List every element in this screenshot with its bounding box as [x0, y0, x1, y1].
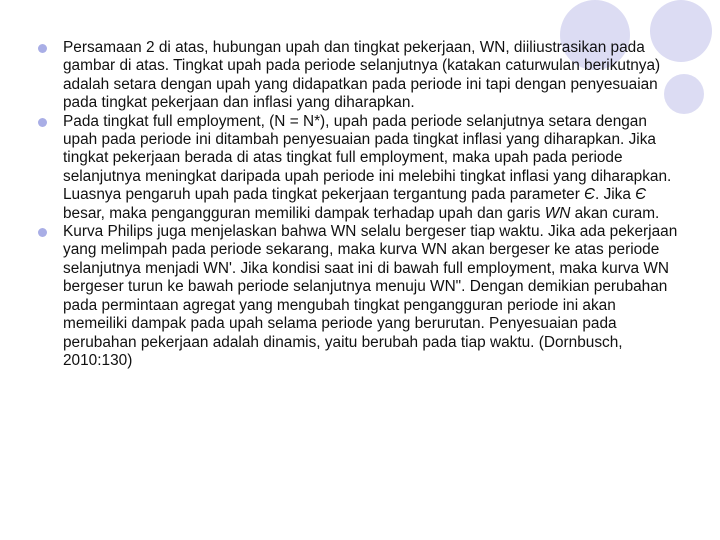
bullet-text: besar, maka pengangguran memiliki dampak terhadap upah dan garis: [63, 204, 545, 222]
bullet-item-3: [38, 223, 683, 370]
wn-term: WN: [544, 204, 571, 222]
bullet-item-2: [38, 113, 683, 223]
bullet-list: [38, 39, 683, 370]
bullet-dot-icon: [38, 118, 47, 127]
bullet-text: Pada tingkat full employment, (N = N*), upah pada periode selanjutnya setara dengan upah pada periode ini ditambah penyesuaian pada tingkat inflasi yang diharapkan. Jika tingkat pekerjaan berada di atas tingkat full employment, maka upah pada periode selanjutnya meningkat daripada upah periode ini melebihi tingkat inflasi yang diharapkan. Luasnya pengaruh upah pada tingkat pekerjaan tergantung pada parameter: [63, 112, 672, 204]
bullet-text: . Jika: [595, 186, 636, 204]
bullet-item-1: [38, 39, 683, 113]
bullet-text: akan curam.: [570, 204, 660, 222]
bullet-dot-icon: [38, 228, 47, 237]
epsilon-symbol: Є: [635, 186, 647, 204]
bullet-dot-icon: [38, 44, 47, 53]
epsilon-symbol: Є: [584, 186, 596, 204]
bullet-text: Kurva Philips juga menjelaskan bahwa WN selalu bergeser tiap waktu. Jika ada pekerjaan yang melimpah pada periode sekarang, maka kurva WN akan bergeser ke atas periode selanjutnya menjadi WN'. Jika kondisi saat ini di bawah full employment, maka kurva WN bergeser turun ke bawah periode selanjutnya menuju WN". Dengan demikian perubahan pada permintaan agregat yang mengubah tingkat pengangguran periode ini akan memeiliki dampak pada upah selama periode yang berurutan. Penyesuaian pada perubahan pekerjaan adalah dinamis, yaitu berubah pada tiap waktu. (Dornbusch, 2010:130): [63, 223, 678, 369]
bullet-text: Persamaan 2 di atas, hubungan upah dan tingkat pekerjaan, WN, diiliustrasikan pada gambar di atas. Tingkat upah pada periode selanjutnya (katakan caturwulan berikutnya) adalah setara dengan upah yang didapatkan pada periode ini tapi dengan penyesuaian pada tingkat pekerjaan dan inflasi yang diharapkan.: [63, 39, 661, 112]
